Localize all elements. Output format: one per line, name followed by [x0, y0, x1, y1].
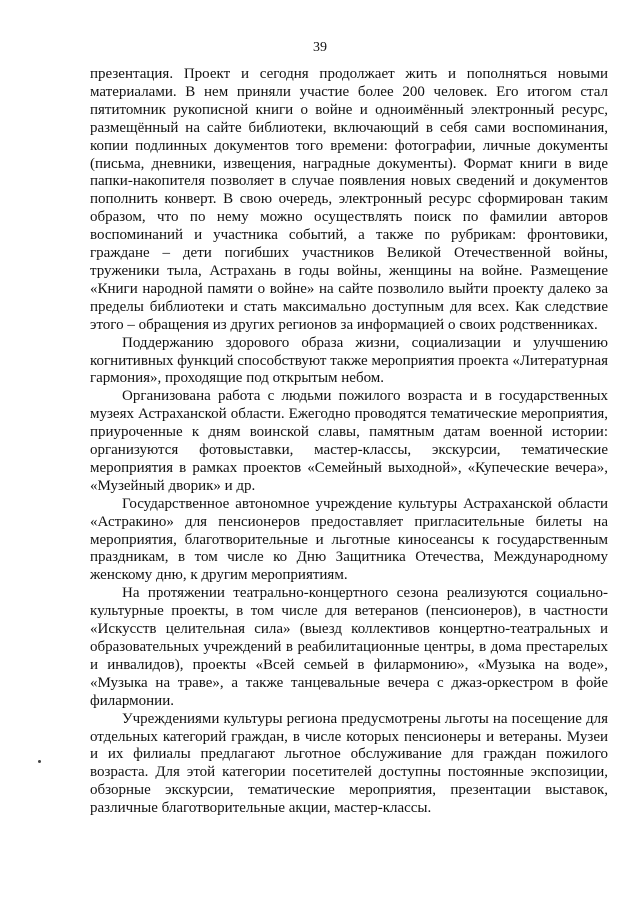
page-number: 39 — [313, 40, 327, 55]
page-body — [90, 66, 608, 818]
paragraph-culture-benefits: Учреждениями культуры региона предусмотрены льготы на посещение для отдельных категорий граждан, в числе которых пенсионеры и ветераны. Музеи и их филиалы предлагают льготное обслуживание для граждан пожилого возраста. Для этой категории посетителей доступны постоянные экспозиции, обзорные экскурсии, тематические мероприятия, презентации выставок, различные благотворительные акции, мастер-классы. — [90, 710, 608, 817]
paragraph-concert-season: На протяжении театрально-концертного сезона реализуются социально-культурные проекты, в том числе для ветеранов (пенсионеров), в частности «Искусств целительная сила» (выезд коллективов концертно-театральных и образовательных учреждений в реабилитационные центры, в дома престарелых и инвалидов), проекты «Всей семьей в филармонию», «Музыка на воде», «Музыка на траве», а также танцевальные вечера с джаз-оркестром в фойе филармонии. — [90, 585, 608, 709]
scan-artifact-dot — [38, 760, 41, 763]
paragraph-literary-harmony: Поддержанию здорового образа жизни, социализации и улучшению когнитивных функций способствуют также мероприятия проекта «Литературная гармония», проходящие под открытым небом. — [90, 334, 609, 387]
paragraph-astrakino: Государственное автономное учреждение культуры Астраханской области «Астракино» для пенсионеров предоставляет пригласительные билеты на мероприятия, благотворительные и льготные киносеансы к государственным праздникам, в том числе ко Дню Защитника Отечества, Международному женскому дню, к другим мероприятиям. — [90, 495, 608, 584]
paragraph-project-continuation: презентация. Проект и сегодня продолжает жить и пополняться новыми материалами. В нем приняли участие более 200 человек. Его итогом стал пятитомник рукописной книги о войне и одноимённый электронный ресурс, размещённый на сайте библиотеки, включающий в себя сами воспоминания, копии подлинных документов того времени: фотографии, личные документы (письма, дневники, извещения, наградные документы). Формат книги в виде папки-накопителя позволяет в случае появления новых сведений и документов пополнить конверт. В свою очередь, электронный ресурс сформирован таким образом, что по нему можно осуществлять поиск по фамилии авторов воспоминаний и участника событий, а также по рубрикам: фронтовики, граждане – дети погибших участников Великой Отечественной войны, труженики тыла, Астрахань в годы войны, женщины на войне. Размещение «Книги народной памяти о войне» на сайте позволило выйти проекту далеко за пределы библиотеки и стать максимально доступным для всех. Как следствие этого – обращения из других регионов за информацией о своих родственниках. — [90, 66, 608, 333]
paragraph-museums: Организована работа с людьми пожилого возраста и в государственных музеях Астраханской области. Ежегодно проводятся тематические мероприятия, приуроченные к дням воинской славы, памятным датам военной истории: организуются фотовыставки, мастер-классы, экскурсии, тематические мероприятия в рамках проектов «Семейный выходной», «Купеческие вечера», «Музейный дворик» и др. — [90, 388, 608, 494]
